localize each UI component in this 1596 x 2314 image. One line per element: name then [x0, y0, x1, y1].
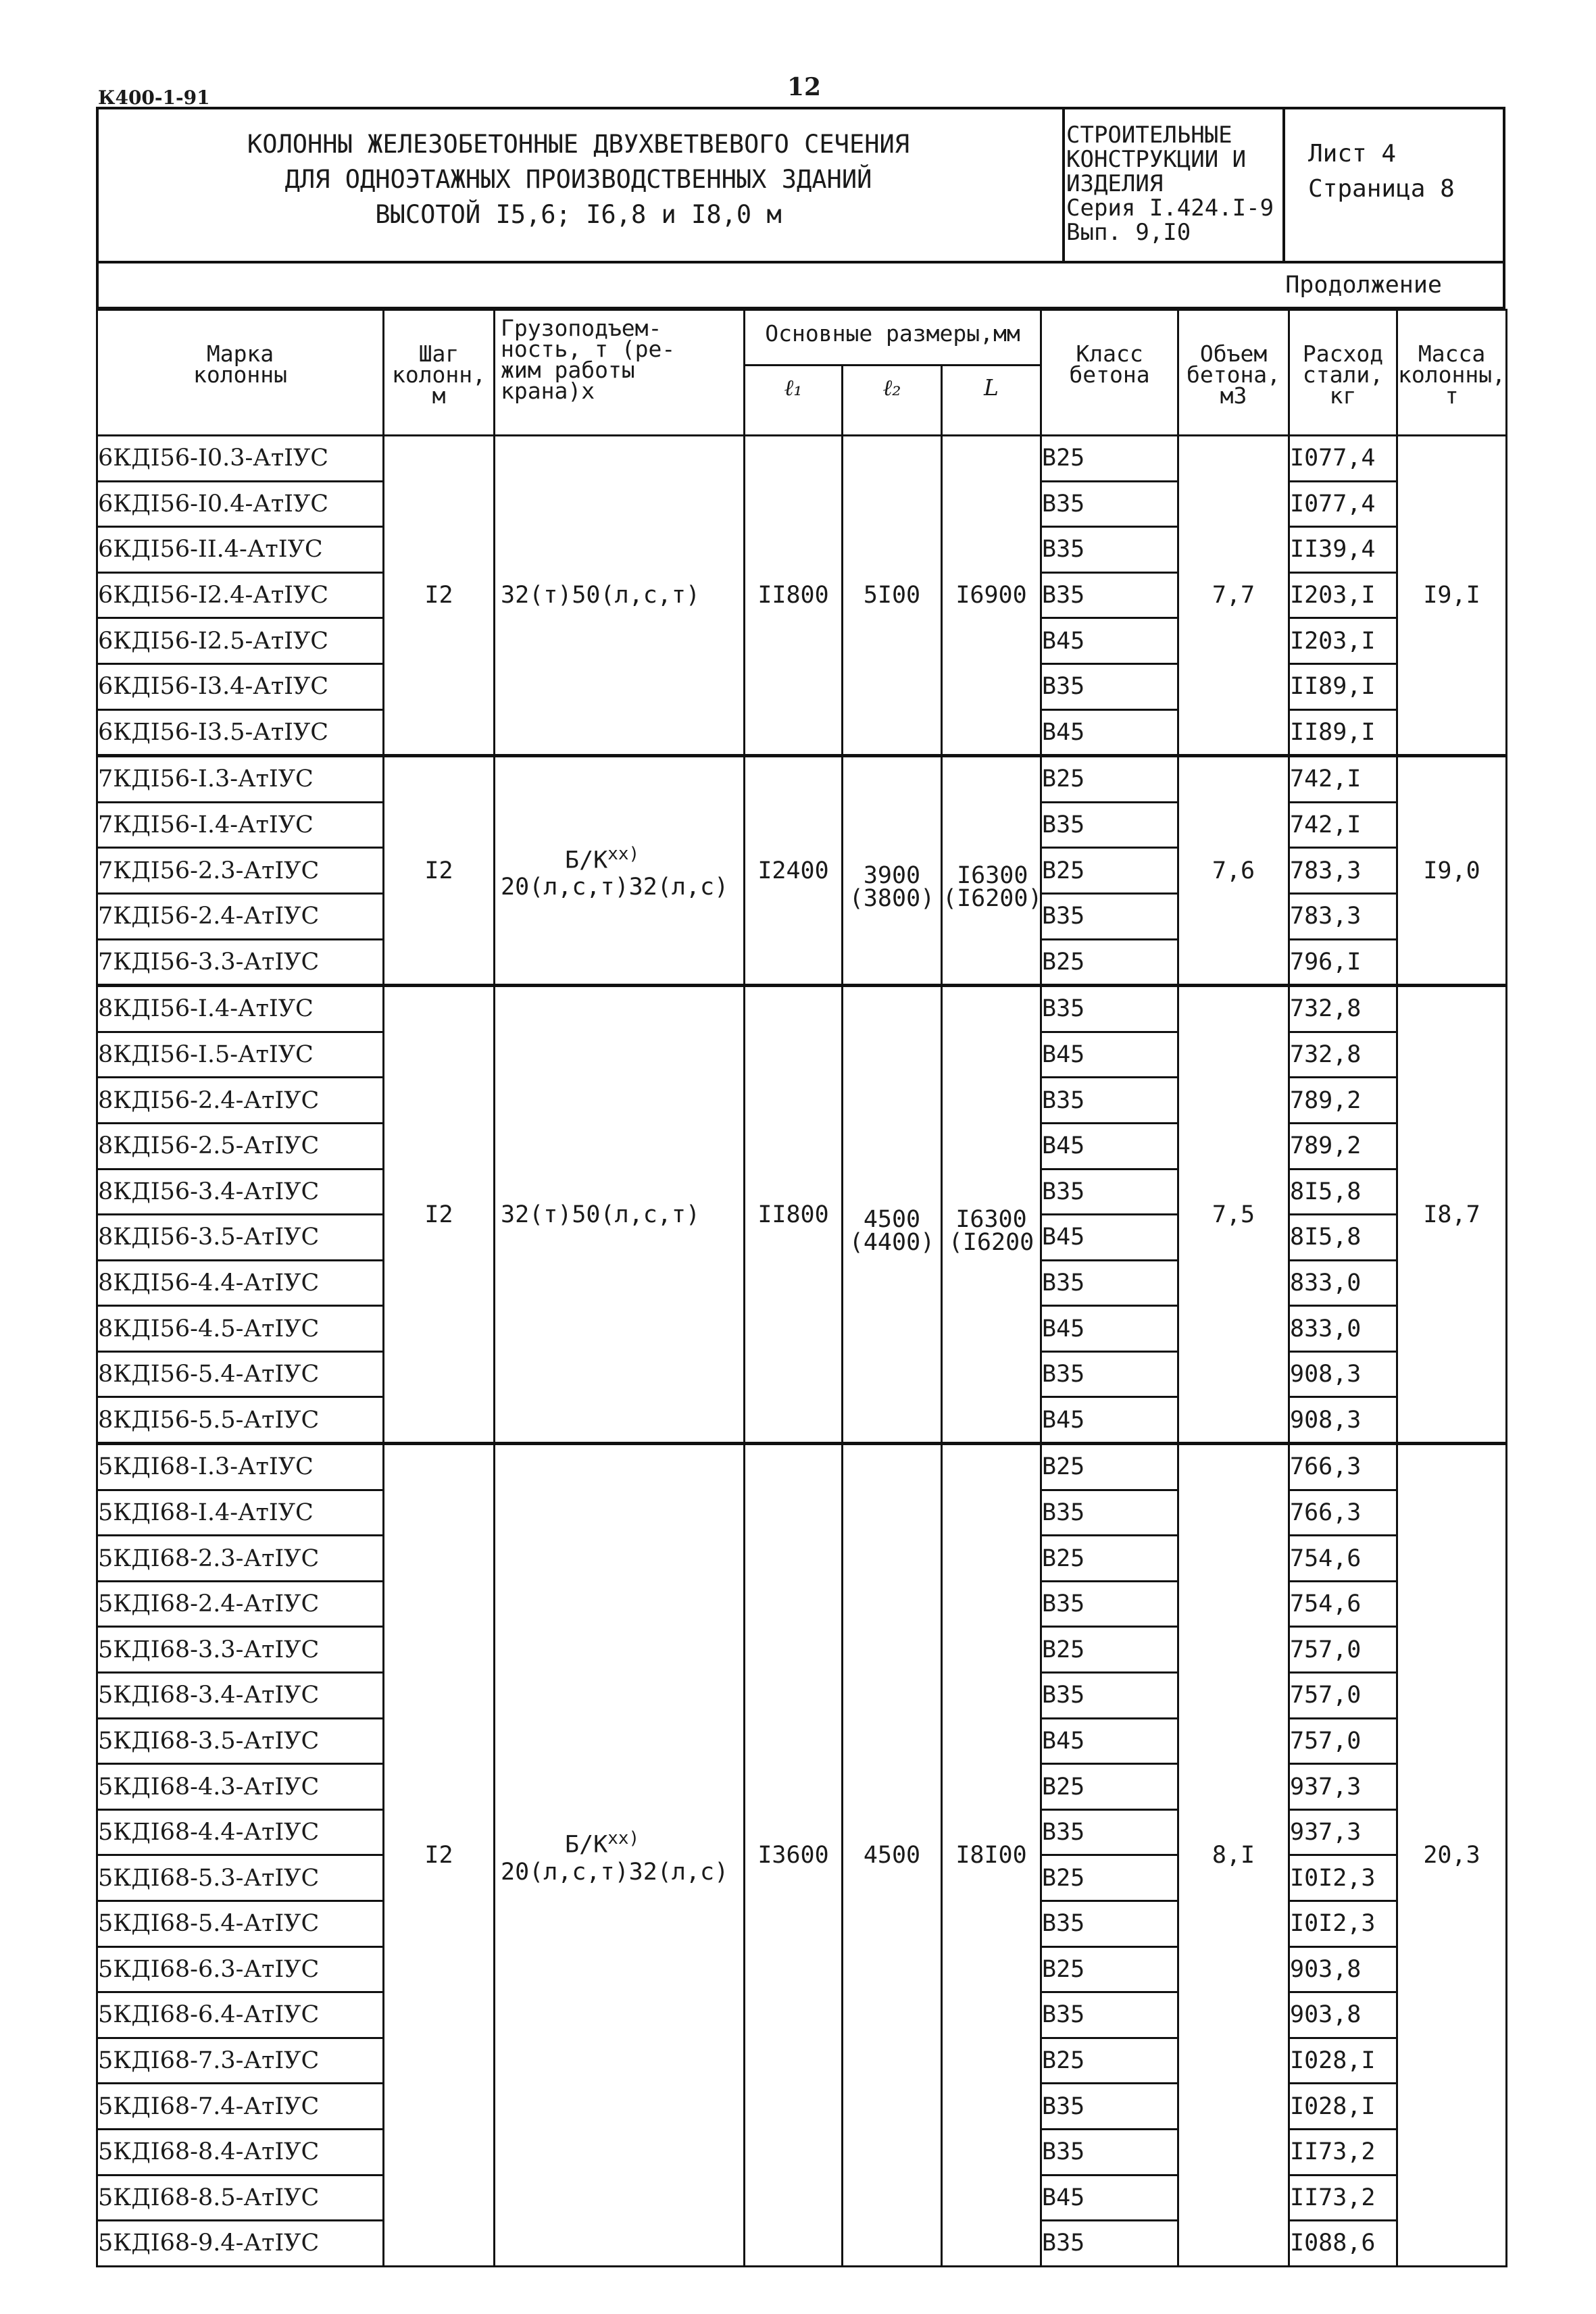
column-mark: 7КДI56-2.3-АтIУС	[97, 848, 384, 894]
concrete-class: В45	[1041, 2175, 1178, 2221]
column-mark: 6КДI56-I3.5-АтIУС	[97, 709, 384, 756]
col-volume	[1178, 310, 1289, 436]
concrete-class: В35	[1041, 1673, 1178, 1719]
column-mark: 6КДI56-I0.4-АтIУС	[97, 481, 384, 527]
capacity-value: 32(т)50(л,с,т)	[501, 1201, 701, 1228]
concrete-class: В35	[1041, 1169, 1178, 1215]
title-line: ДЛЯ ОДНОЭТАЖНЫХ ПРОИЗВОДСТВЕННЫХ ЗДАНИЙ	[284, 165, 872, 194]
concrete-class: В35	[1041, 986, 1178, 1032]
series-line: Серия I.424.I-9	[1066, 195, 1274, 222]
dimension-L-values	[943, 862, 1043, 913]
column-mark: 5КДI68-4.3-АтIУС	[97, 1764, 384, 1810]
column-step: I2	[384, 756, 495, 986]
column-mark: 8КДI56-2.5-АтIУС	[97, 1123, 384, 1169]
header-line: м3	[1220, 382, 1247, 409]
column-mark: 8КДI56-I.5-АтIУС	[97, 1032, 384, 1078]
column-step: I2	[384, 436, 495, 756]
steel-consumption: II73,2	[1289, 2175, 1397, 2221]
col-capacity	[495, 310, 745, 436]
dimension-L-value: I6900	[955, 582, 1027, 609]
dimension-l2-value: 3900	[863, 862, 921, 890]
steel-consumption: 754,6	[1289, 1581, 1397, 1627]
lifting-capacity	[495, 436, 745, 756]
concrete-class: В25	[1041, 848, 1178, 894]
steel-consumption: II73,2	[1289, 2129, 1397, 2175]
concrete-class: В45	[1041, 709, 1178, 756]
concrete-class: В35	[1041, 663, 1178, 709]
crane-mode-text: Б/К	[565, 1831, 608, 1859]
dimension-L-alt: (I6200)	[943, 885, 1043, 913]
column-mark: 5КДI68-2.4-АтIУС	[97, 1581, 384, 1627]
concrete-class: В35	[1041, 893, 1178, 939]
lifting-capacity	[495, 1444, 745, 2267]
header-line: кг	[1329, 382, 1357, 409]
column-mark: 7КДI56-2.4-АтIУС	[97, 893, 384, 939]
table-row	[97, 1444, 1507, 1490]
sheet-info	[1308, 136, 1455, 207]
column-mark: 7КДI56-3.3-АтIУС	[97, 939, 384, 986]
column-step: I2	[384, 986, 495, 1444]
concrete-class: В35	[1041, 1078, 1178, 1124]
dimension-L-alt: (I6200	[948, 1229, 1034, 1257]
column-mark: 7КДI56-I.4-АтIУС	[97, 802, 384, 848]
dimension-L	[942, 986, 1041, 1444]
concrete-class: В35	[1041, 572, 1178, 618]
dimension-L	[942, 436, 1041, 756]
dimension-l2-values	[849, 862, 935, 913]
steel-consumption: 789,2	[1289, 1078, 1397, 1124]
concrete-class: В25	[1041, 1946, 1178, 1992]
column-mark: 8КДI56-4.4-АтIУС	[97, 1260, 384, 1306]
concrete-class: В25	[1041, 436, 1178, 482]
table-body	[97, 436, 1507, 2267]
column-mark: 5КДI68-8.5-АтIУС	[97, 2175, 384, 2221]
concrete-class: В25	[1041, 756, 1178, 803]
steel-consumption: 766,3	[1289, 1444, 1397, 1490]
dimension-L	[942, 756, 1041, 986]
steel-consumption: 796,I	[1289, 939, 1397, 986]
dimension-l2-value: 4500	[863, 1841, 921, 1869]
column-mark: 6КДI56-I0.3-АтIУС	[97, 436, 384, 482]
steel-consumption: 742,I	[1289, 802, 1397, 848]
series-line: СТРОИТЕЛЬНЫЕ	[1066, 122, 1232, 149]
dimension-l2	[843, 756, 942, 986]
concrete-class: В35	[1041, 481, 1178, 527]
dimension-l2	[843, 436, 942, 756]
header-line: колонн,	[391, 361, 487, 388]
dimension-l2-values	[864, 584, 920, 607]
column-mark: 5КДI68-6.4-АтIУС	[97, 1992, 384, 2038]
steel-consumption: 908,3	[1289, 1351, 1397, 1397]
capacity-value: 20(л,с,т)32(л,с)	[501, 874, 729, 901]
column-mark: 8КДI56-5.5-АтIУС	[97, 1397, 384, 1444]
concrete-volume: 7,6	[1178, 756, 1289, 986]
concrete-class: В35	[1041, 527, 1178, 573]
header-line: крана)х	[501, 378, 595, 404]
column-mark: 8КДI56-3.5-АтIУС	[97, 1215, 384, 1261]
concrete-class: В45	[1041, 1123, 1178, 1169]
col-step	[384, 310, 495, 436]
steel-consumption: I0I2,3	[1289, 1901, 1397, 1947]
dimension-l1: II800	[745, 436, 843, 756]
concrete-class: В25	[1041, 1855, 1178, 1901]
column-mark: 5КДI68-4.4-АтIУС	[97, 1809, 384, 1855]
title-block	[96, 107, 1505, 263]
capacity-value: 32(т)50(л,с,т)	[501, 582, 701, 609]
steel-consumption: I203,I	[1289, 618, 1397, 664]
concrete-class: В35	[1041, 2221, 1178, 2267]
col-steel	[1289, 310, 1397, 436]
dimension-L-value: I6300	[957, 862, 1028, 890]
steel-consumption: I028,I	[1289, 2084, 1397, 2130]
concrete-class: В35	[1041, 802, 1178, 848]
column-mark: 5КДI68-2.3-АтIУС	[97, 1536, 384, 1582]
concrete-class: В35	[1041, 1581, 1178, 1627]
footnote-mark: xx)	[607, 843, 640, 864]
dimension-l1: I3600	[745, 1444, 843, 2267]
dimension-l1: I2400	[745, 756, 843, 986]
column-mark: 6КДI56-I2.5-АтIУС	[97, 618, 384, 664]
dim-l1-symbol: ℓ₁	[745, 366, 843, 436]
steel-consumption: 754,6	[1289, 1536, 1397, 1582]
concrete-class: В45	[1041, 1215, 1178, 1261]
col-main-dims: Основные размеры,мм	[745, 310, 1041, 366]
lifting-capacity	[495, 986, 745, 1444]
column-mark: 6КДI56-I3.4-АтIУС	[97, 663, 384, 709]
column-mark: 5КДI68-I.3-АтIУС	[97, 1444, 384, 1490]
column-mark: 5КДI68-5.3-АтIУС	[97, 1855, 384, 1901]
column-mark: 5КДI68-7.3-АтIУС	[97, 2038, 384, 2084]
steel-consumption: 903,8	[1289, 1946, 1397, 1992]
steel-consumption: 757,0	[1289, 1718, 1397, 1764]
steel-consumption: 903,8	[1289, 1992, 1397, 2038]
concrete-class: В35	[1041, 1260, 1178, 1306]
column-mark: 5КДI68-3.4-АтIУС	[97, 1673, 384, 1719]
dimension-L-values	[955, 1841, 1027, 1869]
steel-consumption: 732,8	[1289, 1032, 1397, 1078]
steel-consumption: 8I5,8	[1289, 1169, 1397, 1215]
header-line: Грузоподъем-	[501, 315, 662, 341]
table-row	[97, 436, 1507, 482]
concrete-class: В25	[1041, 1444, 1178, 1490]
concrete-class: В35	[1041, 2129, 1178, 2175]
header-line: стали,	[1302, 361, 1384, 388]
header-line: бетона,	[1186, 361, 1281, 388]
steel-consumption: I077,4	[1289, 436, 1397, 482]
column-mark: 8КДI56-5.4-АтIУС	[97, 1351, 384, 1397]
concrete-class: В45	[1041, 1397, 1178, 1444]
dimension-l2	[843, 1444, 942, 2267]
column-step: I2	[384, 1444, 495, 2267]
steel-consumption: 8I5,8	[1289, 1215, 1397, 1261]
header-line: Класс	[1076, 341, 1143, 367]
concrete-class: В35	[1041, 1490, 1178, 1536]
title-line: КОЛОННЫ ЖЕЛЕЗОБЕТОННЫЕ ДВУХВЕТВЕВОГО СЕЧЕНИЯ	[247, 130, 910, 159]
steel-consumption: II89,I	[1289, 709, 1397, 756]
concrete-class: В35	[1041, 1809, 1178, 1855]
concrete-class: В45	[1041, 1306, 1178, 1352]
dimension-L-values	[955, 584, 1026, 607]
concrete-class: В35	[1041, 1351, 1178, 1397]
dimension-l2-alt: (4400)	[849, 1229, 935, 1257]
columns-table	[96, 309, 1507, 2267]
dimension-l2-alt: (3800)	[849, 885, 935, 913]
page-number: 12	[787, 73, 822, 101]
sheet-number: Лист 4	[1308, 140, 1397, 168]
series-info	[1066, 123, 1274, 245]
concrete-class: В25	[1041, 1764, 1178, 1810]
concrete-class: В25	[1041, 1627, 1178, 1673]
header-line: ность, т (ре-	[501, 336, 676, 362]
header-line: т	[1445, 382, 1459, 409]
header-line: м	[432, 382, 446, 409]
header-line: Марка	[206, 341, 274, 367]
steel-consumption: 757,0	[1289, 1673, 1397, 1719]
title-line: ВЫСОТОЙ I5,6; I6,8 и I8,0 м	[375, 200, 782, 229]
column-mark: 5КДI68-3.5-АтIУС	[97, 1718, 384, 1764]
column-mark: 8КДI56-I.4-АтIУС	[97, 986, 384, 1032]
steel-consumption: 908,3	[1289, 1397, 1397, 1444]
dimension-l2-value: 5I00	[863, 582, 921, 609]
concrete-volume: 7,7	[1178, 436, 1289, 756]
crane-mode-note	[501, 840, 743, 874]
steel-consumption: 783,3	[1289, 848, 1397, 894]
column-mark: 8КДI56-2.4-АтIУС	[97, 1078, 384, 1124]
header-line: Шаг	[418, 341, 459, 367]
header-line: жим работы	[501, 357, 635, 383]
concrete-class: В25	[1041, 939, 1178, 986]
steel-consumption: I077,4	[1289, 481, 1397, 527]
steel-consumption: 783,3	[1289, 893, 1397, 939]
steel-consumption: I0I2,3	[1289, 1855, 1397, 1901]
divider	[1062, 109, 1065, 261]
steel-consumption: I203,I	[1289, 572, 1397, 618]
dim-L-symbol: L	[942, 366, 1041, 436]
column-mark: 6КДI56-II.4-АтIУС	[97, 527, 384, 573]
dimension-l2-values	[849, 1206, 935, 1257]
column-mark: 5КДI68-3.3-АтIУС	[97, 1627, 384, 1673]
steel-consumption: II39,4	[1289, 527, 1397, 573]
steel-consumption: 833,0	[1289, 1260, 1397, 1306]
concrete-class: В35	[1041, 1992, 1178, 2038]
column-mass: I9,0	[1397, 756, 1507, 986]
column-mark: 7КДI56-I.3-АтIУС	[97, 756, 384, 803]
series-line: Вып. 9,I0	[1066, 219, 1191, 246]
column-mark: 5КДI68-5.4-АтIУС	[97, 1901, 384, 1947]
concrete-class: В35	[1041, 1901, 1178, 1947]
document-code: К400-1-91	[98, 86, 210, 109]
document-title	[99, 127, 1058, 232]
column-mark: 5КДI68-7.4-АтIУС	[97, 2084, 384, 2130]
concrete-volume: 8,I	[1178, 1444, 1289, 2267]
steel-consumption: II89,I	[1289, 663, 1397, 709]
crane-mode-text: Б/К	[565, 847, 608, 874]
concrete-class: В35	[1041, 2084, 1178, 2130]
dimension-L	[942, 1444, 1041, 2267]
column-mark: 5КДI68-6.3-АтIУС	[97, 1946, 384, 1992]
dimension-l2-value: 4500	[863, 1206, 921, 1234]
dimension-l2	[843, 986, 942, 1444]
steel-consumption: 789,2	[1289, 1123, 1397, 1169]
header-line: Расход	[1302, 341, 1384, 367]
steel-consumption: 742,I	[1289, 756, 1397, 803]
col-mark	[97, 310, 384, 436]
concrete-class: В45	[1041, 1718, 1178, 1764]
steel-consumption: I028,I	[1289, 2038, 1397, 2084]
column-mark: 5КДI68-9.4-АтIУС	[97, 2221, 384, 2267]
column-mark: 8КДI56-4.5-АтIУС	[97, 1306, 384, 1352]
dimension-l1: II800	[745, 986, 843, 1444]
steel-consumption: 937,3	[1289, 1809, 1397, 1855]
concrete-class: В25	[1041, 1536, 1178, 1582]
dimension-L-value: I6300	[955, 1206, 1027, 1234]
lifting-capacity	[495, 756, 745, 986]
table-row	[97, 986, 1507, 1032]
column-mark: 8КДI56-3.4-АтIУС	[97, 1169, 384, 1215]
header-line: колонны,	[1398, 361, 1505, 388]
header-line: бетона	[1069, 361, 1150, 388]
capacity-value: 20(л,с,т)32(л,с)	[501, 1858, 729, 1886]
steel-consumption: 937,3	[1289, 1764, 1397, 1810]
concrete-class: В25	[1041, 2038, 1178, 2084]
steel-consumption: 757,0	[1289, 1627, 1397, 1673]
concrete-class: В45	[1041, 1032, 1178, 1078]
concrete-class: В45	[1041, 618, 1178, 664]
header-line: Масса	[1418, 341, 1486, 367]
col-mass	[1397, 310, 1507, 436]
continuation-bar	[96, 263, 1505, 309]
dimension-L-value: I8I00	[955, 1841, 1027, 1869]
dimension-l2-values	[863, 1841, 921, 1869]
column-mass: 20,3	[1397, 1444, 1507, 2267]
column-mass: I8,7	[1397, 986, 1507, 1444]
series-line: ИЗДЕЛИЯ	[1066, 170, 1164, 197]
column-mark: 5КДI68-8.4-АтIУС	[97, 2129, 384, 2175]
column-mass: I9,I	[1397, 436, 1507, 756]
sheet-page: Страница 8	[1308, 175, 1455, 203]
steel-consumption: 766,3	[1289, 1490, 1397, 1536]
concrete-volume: 7,5	[1178, 986, 1289, 1444]
dim-l2-symbol: ℓ₂	[843, 366, 942, 436]
steel-consumption: I088,6	[1289, 2221, 1397, 2267]
column-mark: 6КДI56-I2.4-АтIУС	[97, 572, 384, 618]
steel-consumption: 732,8	[1289, 986, 1397, 1032]
table-row	[97, 756, 1507, 803]
crane-mode-note	[501, 1825, 743, 1859]
col-concrete-class	[1041, 310, 1178, 436]
continuation-label: Продолжение	[1285, 272, 1442, 299]
header-line: колонны	[193, 361, 288, 388]
dimension-L-values	[948, 1206, 1034, 1257]
column-mark: 5КДI68-I.4-АтIУС	[97, 1490, 384, 1536]
divider	[1282, 109, 1285, 261]
footnote-mark: xx)	[607, 1828, 640, 1849]
steel-consumption: 833,0	[1289, 1306, 1397, 1352]
header-line: Объем	[1199, 341, 1268, 367]
series-line: КОНСТРУКЦИИ И	[1066, 146, 1247, 173]
